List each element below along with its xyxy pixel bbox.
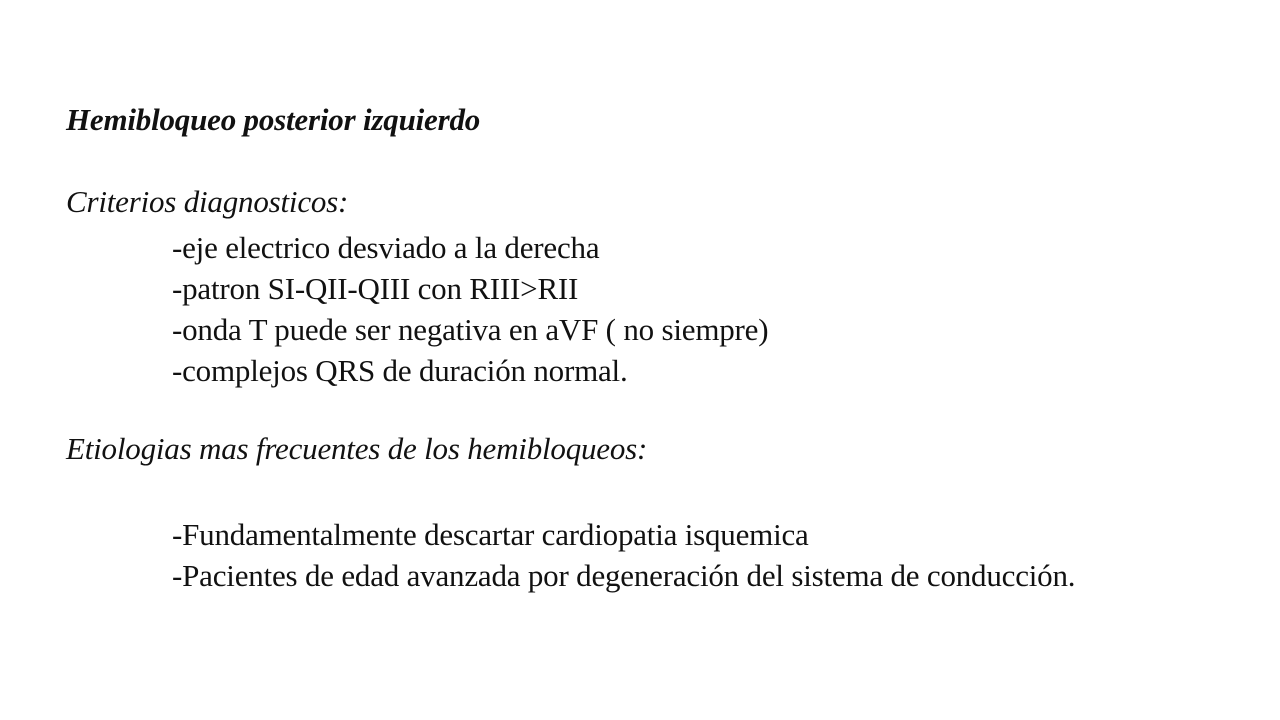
criteria-heading: Criterios diagnosticos: (66, 184, 349, 219)
criteria-list (172, 227, 768, 391)
etiology-item: -Pacientes de edad avanzada por degeneración del sistema de conducción. (172, 558, 1076, 593)
etiology-item: -Fundamentalmente descartar cardiopatia isquemica (172, 517, 809, 552)
criteria-item: -eje electrico desviado a la derecha (172, 230, 600, 265)
criteria-item: -onda T puede ser negativa en aVF ( no siempre) (172, 312, 769, 347)
criteria-item: -complejos QRS de duración normal. (172, 353, 628, 388)
criteria-item: -patron SI-QII-QIII con RIII>RII (172, 271, 579, 306)
document-title: Hemibloqueo posterior izquierdo (66, 102, 481, 137)
etiology-heading: Etiologias mas frecuentes de los hemibloqueos: (66, 431, 648, 466)
etiology-list (172, 514, 1075, 596)
